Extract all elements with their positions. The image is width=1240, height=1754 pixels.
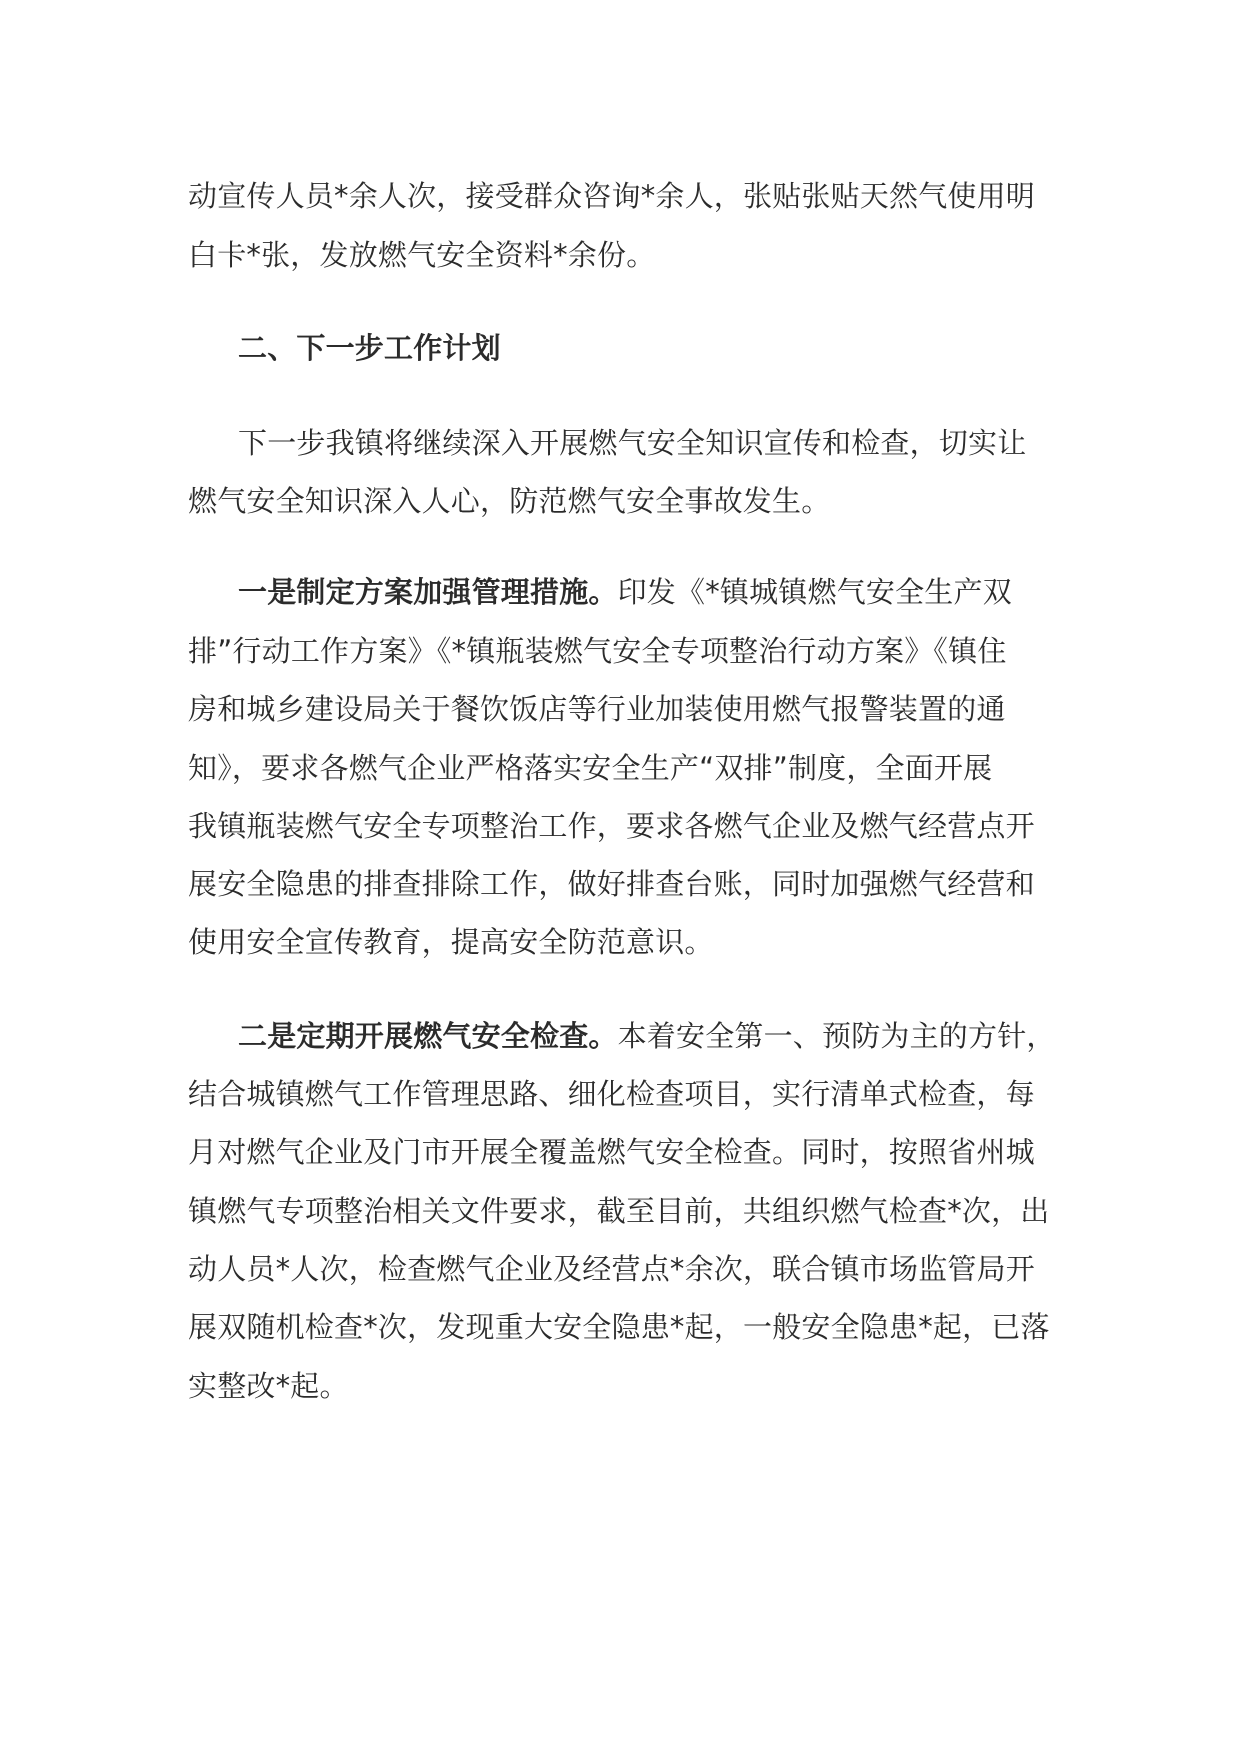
paragraph-line [238,572,1068,612]
paragraph-line: 下一步我镇将继续深入开展燃气安全知识宣传和检查，切实让 [238,426,1027,460]
paragraph-line: 燃气安全知识深入人心，防范燃气安全事故发生。 [188,484,831,518]
paragraph-line: 动宣传人员*余人次，接受群众咨询*余人，张贴张贴天然气使用明 [188,179,1036,213]
paragraph-line: 知》，要求各燃气企业严格落实安全生产“双排”制度，全面开展 [188,751,993,785]
paragraph-line: 实整改*起。 [188,1369,349,1403]
paragraph-text: 本着安全第一、预防为主的方针， [617,1019,1056,1053]
section-heading: 二、下一步工作计划 [238,331,501,365]
paragraph-lead-bold: 一是制定方案加强管理措施。 [238,575,618,609]
paragraph-line: 我镇瓶装燃气安全专项整治工作，要求各燃气企业及燃气经营点开 [188,809,1035,843]
paragraph-line: 镇燃气专项整治相关文件要求，截至目前，共组织燃气检查*次，出 [188,1194,1050,1228]
paragraph-line [238,1016,1068,1056]
paragraph-lead-bold: 二是定期开展燃气安全检查。 [238,1019,618,1053]
paragraph-line: 房和城乡建设局关于餐饮饭店等行业加装使用燃气报警装置的通 [188,692,1006,726]
paragraph-text: 印发《*镇城镇燃气安全生产双 [617,575,1012,609]
paragraph-line: 结合城镇燃气工作管理思路、细化检查项目，实行清单式检查，每 [188,1077,1035,1111]
paragraph-line: 使用安全宣传教育，提高安全防范意识。 [188,925,714,959]
paragraph-line: 白卡*张，发放燃气安全资料*余份。 [188,238,656,272]
paragraph-line: 月对燃气企业及门市开展全覆盖燃气安全检查。同时，按照省州城 [188,1135,1035,1169]
paragraph-line: 展双随机检查*次，发现重大安全隐患*起，一般安全隐患*起，已落 [188,1310,1050,1344]
paragraph-line: 排”行动工作方案》《*镇瓶装燃气安全专项整治行动方案》《镇住 [188,634,1007,668]
paragraph-line: 展安全隐患的排查排除工作，做好排查台账，同时加强燃气经营和 [188,867,1035,901]
paragraph-line: 动人员*人次，检查燃气企业及经营点*余次，联合镇市场监管局开 [188,1252,1036,1286]
